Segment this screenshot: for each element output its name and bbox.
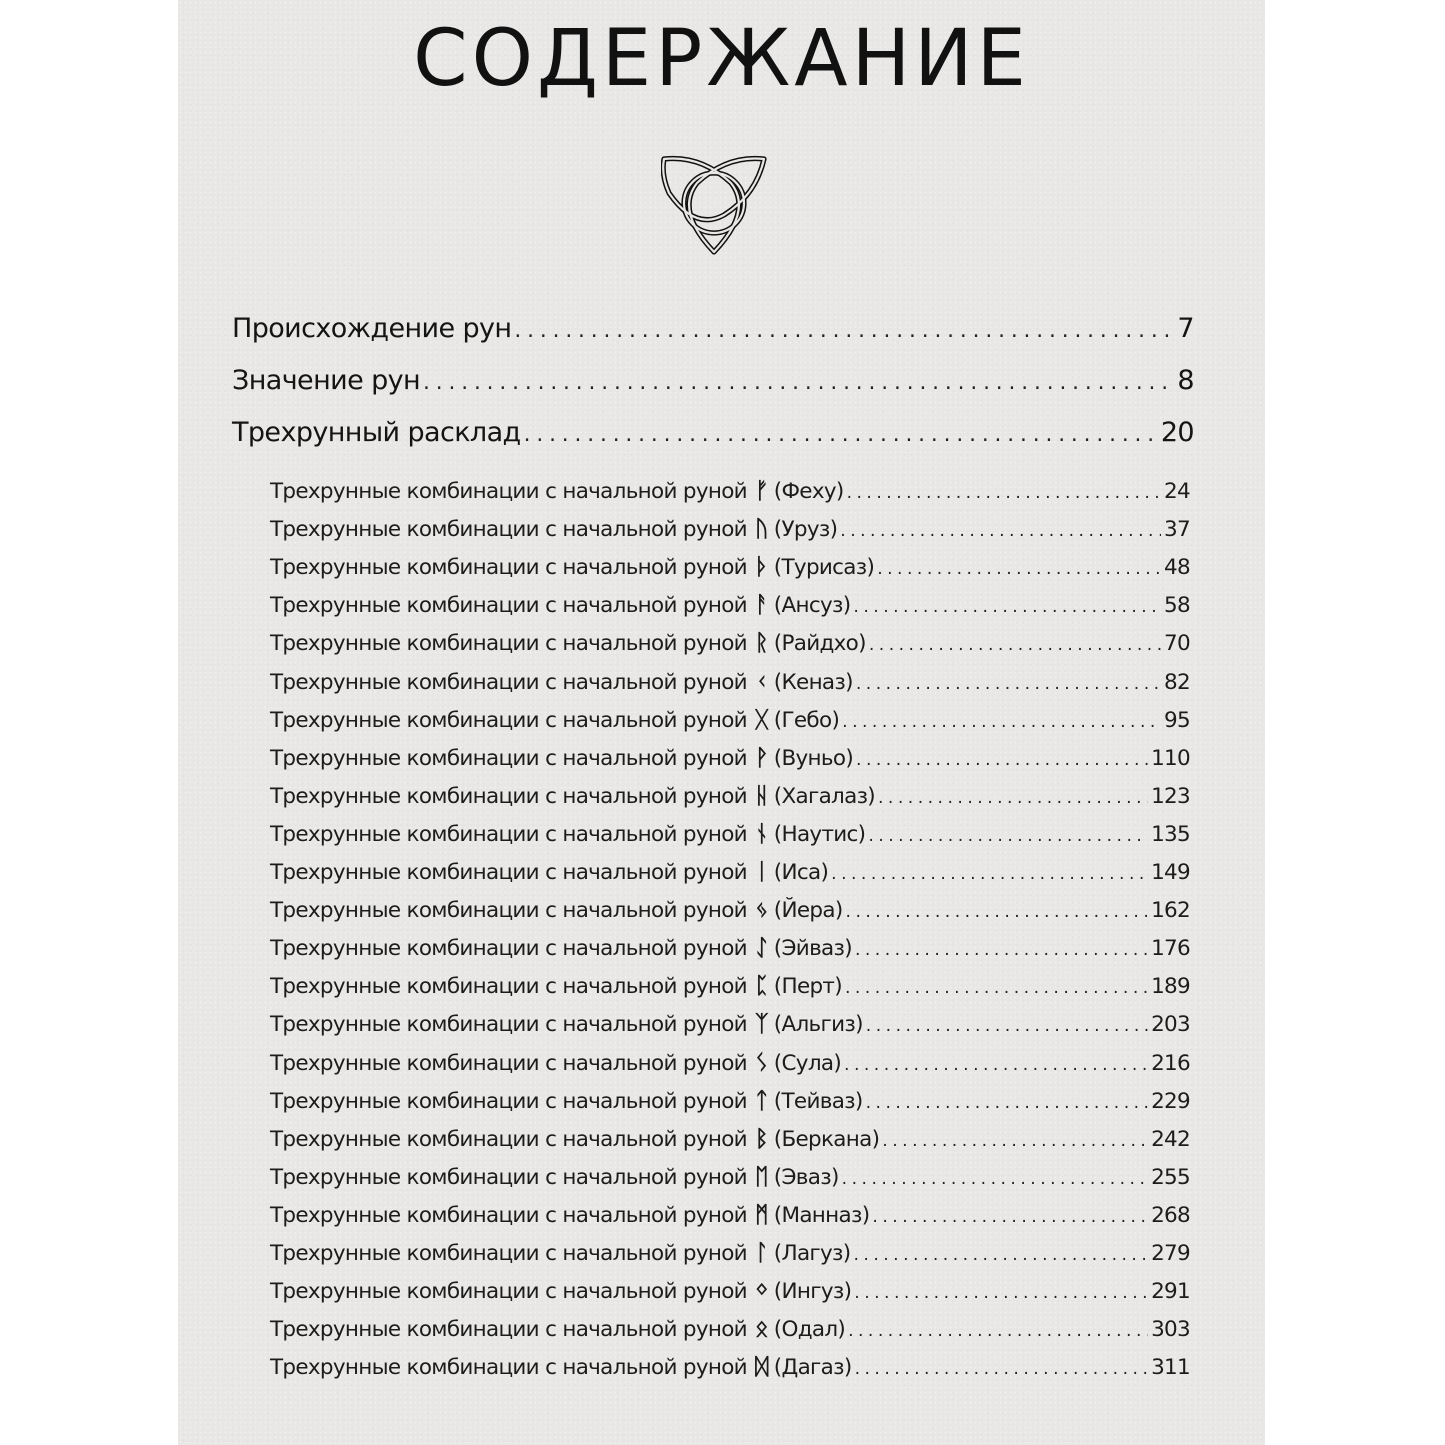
dot-leader bbox=[845, 978, 1148, 998]
rune-name: (Вуньо) bbox=[773, 745, 854, 771]
page-number: 149 bbox=[1151, 860, 1190, 885]
rune-icon: ᛉ bbox=[754, 1011, 768, 1038]
entry-title bbox=[270, 859, 828, 885]
entry-prefix: Трехрунные комбинации с начальной руной bbox=[270, 783, 747, 809]
page-number: 58 bbox=[1164, 593, 1190, 619]
page-number: 291 bbox=[1151, 1279, 1190, 1305]
rune-icon: ᛇ bbox=[754, 935, 768, 962]
entry-title bbox=[270, 1164, 839, 1190]
rune-name: (Уруз) bbox=[773, 517, 838, 543]
dot-leader bbox=[840, 521, 1161, 541]
page-number: 8 bbox=[1177, 365, 1194, 396]
toc-sub-entry[interactable] bbox=[270, 859, 1190, 891]
rune-name: (Одал) bbox=[773, 1317, 846, 1343]
dot-leader bbox=[514, 318, 1174, 343]
entry-prefix: Трехрунные комбинации с начальной руной bbox=[270, 593, 747, 619]
rune-icon: ᚲ bbox=[754, 668, 768, 695]
entry-prefix: Трехрунные комбинации с начальной руной bbox=[270, 517, 747, 543]
toc-sub-entry[interactable] bbox=[270, 1202, 1190, 1234]
toc-sub-entry[interactable] bbox=[270, 669, 1190, 701]
rune-name: (Эваз) bbox=[773, 1164, 839, 1190]
dot-leader bbox=[853, 1245, 1148, 1265]
entry-prefix: Трехрунные комбинации с начальной руной bbox=[270, 1202, 747, 1228]
toc-sub-entry[interactable] bbox=[270, 592, 1190, 624]
page-number: 279 bbox=[1151, 1241, 1190, 1266]
toc-entry-origin[interactable] bbox=[232, 313, 1194, 353]
rune-icon: ᛜ bbox=[754, 1278, 768, 1305]
entry-title bbox=[270, 935, 852, 961]
rune-icon: ᛖ bbox=[754, 1163, 768, 1190]
entry-title bbox=[270, 1316, 845, 1342]
rune-icon: ᛈ bbox=[754, 973, 768, 1000]
entry-title bbox=[270, 1354, 852, 1380]
entry-title bbox=[270, 1088, 863, 1114]
page-number: 7 bbox=[1177, 313, 1194, 344]
entry-title bbox=[270, 478, 844, 504]
page-number: 255 bbox=[1151, 1164, 1190, 1190]
page-title: СОДЕРЖАНИЕ bbox=[413, 14, 1030, 104]
entry-title: Значение рун bbox=[232, 365, 421, 396]
dot-leader bbox=[869, 635, 1161, 655]
rune-icon: ᛊ bbox=[754, 1049, 768, 1076]
dot-leader bbox=[847, 483, 1161, 503]
rune-icon: ᚦ bbox=[754, 554, 768, 581]
toc-sub-entry[interactable] bbox=[270, 516, 1190, 548]
page-number: 37 bbox=[1164, 517, 1190, 543]
toc-sub-entry[interactable] bbox=[270, 935, 1190, 967]
rune-name: (Райдхо) bbox=[773, 631, 866, 657]
dot-leader bbox=[831, 864, 1148, 884]
dot-leader bbox=[856, 674, 1161, 694]
toc-sub-entry[interactable] bbox=[270, 707, 1190, 739]
rune-icon: ᛞ bbox=[754, 1354, 768, 1381]
rune-icon: ᚱ bbox=[754, 630, 768, 657]
dot-leader bbox=[844, 1055, 1148, 1075]
entry-prefix: Трехрунные комбинации с начальной руной bbox=[270, 631, 747, 657]
entry-title bbox=[270, 973, 842, 999]
dot-leader bbox=[878, 788, 1148, 808]
toc-sub-entry[interactable] bbox=[270, 1050, 1190, 1082]
toc-sub-entry[interactable] bbox=[270, 1316, 1190, 1348]
entry-title: Трехрунный расклад bbox=[232, 417, 521, 448]
dot-leader bbox=[856, 750, 1148, 770]
toc-entry-meaning[interactable] bbox=[232, 365, 1194, 405]
rune-icon: ᚨ bbox=[754, 592, 768, 619]
page-number: 229 bbox=[1151, 1088, 1190, 1114]
page-number: 48 bbox=[1164, 555, 1190, 581]
rune-icon: ᛗ bbox=[754, 1201, 768, 1228]
entry-title bbox=[270, 1202, 869, 1228]
rune-icon: ᚾ bbox=[754, 820, 768, 847]
dot-leader bbox=[855, 1359, 1149, 1379]
entry-prefix: Трехрунные комбинации с начальной руной bbox=[270, 1317, 747, 1343]
dot-leader bbox=[842, 712, 1161, 732]
rune-name: (Хагалаз) bbox=[773, 783, 875, 809]
toc-sub-entry[interactable] bbox=[270, 783, 1190, 815]
entry-title bbox=[270, 592, 850, 618]
rune-icon: ᚠ bbox=[754, 478, 768, 504]
rune-icon: ᚹ bbox=[754, 744, 768, 771]
dot-leader bbox=[868, 826, 1148, 846]
page-number: 95 bbox=[1164, 707, 1190, 733]
book-page bbox=[178, 0, 1265, 1445]
entry-title bbox=[270, 783, 875, 809]
rune-icon: ᛒ bbox=[754, 1125, 768, 1152]
dot-leader bbox=[877, 559, 1161, 579]
dot-leader bbox=[854, 1283, 1148, 1303]
page-number: 216 bbox=[1151, 1050, 1190, 1076]
entry-title bbox=[270, 1278, 851, 1304]
entry-title bbox=[270, 745, 853, 771]
page-number: 123 bbox=[1151, 783, 1190, 809]
rune-icon: ᛃ bbox=[754, 897, 768, 924]
rune-name: (Наутис) bbox=[773, 821, 866, 847]
page-number: 70 bbox=[1164, 631, 1190, 657]
entry-prefix: Трехрунные комбинации с начальной руной bbox=[270, 1050, 747, 1076]
page-number: 303 bbox=[1151, 1317, 1190, 1343]
page-number: 242 bbox=[1151, 1126, 1190, 1152]
rune-name: (Гебо) bbox=[773, 707, 840, 733]
toc-sub-entry[interactable] bbox=[270, 1354, 1190, 1386]
entry-prefix: Трехрунные комбинации с начальной руной bbox=[270, 555, 747, 581]
entry-title bbox=[270, 1126, 879, 1152]
rune-name: (Лагуз) bbox=[773, 1241, 851, 1266]
page-number: 176 bbox=[1151, 936, 1190, 962]
rune-name: (Ингуз) bbox=[773, 1279, 852, 1305]
entry-title bbox=[270, 1050, 841, 1076]
rune-icon: ᛚ bbox=[754, 1240, 768, 1266]
page-number: 189 bbox=[1151, 974, 1190, 1000]
entry-title bbox=[270, 897, 843, 923]
entry-prefix: Трехрунные комбинации с начальной руной bbox=[270, 707, 747, 733]
rune-icon: ᚺ bbox=[754, 782, 768, 809]
page-number: 311 bbox=[1151, 1355, 1190, 1381]
toc-sub-entry[interactable] bbox=[270, 1011, 1190, 1043]
entry-prefix: Трехрунные комбинации с начальной руной bbox=[270, 1241, 747, 1266]
rune-name: (Ансуз) bbox=[773, 593, 851, 619]
dot-leader bbox=[524, 422, 1158, 447]
entry-prefix: Трехрунные комбинации с начальной руной bbox=[270, 669, 747, 695]
toc-sub-entry[interactable] bbox=[270, 1088, 1190, 1120]
page-number: 268 bbox=[1151, 1202, 1190, 1228]
toc-sub-entry[interactable] bbox=[270, 1240, 1190, 1272]
rune-name: (Альгиз) bbox=[773, 1012, 863, 1038]
dot-leader bbox=[842, 1169, 1148, 1189]
entry-title bbox=[270, 1240, 850, 1266]
entry-prefix: Трехрунные комбинации с начальной руной bbox=[270, 974, 747, 1000]
entry-title bbox=[270, 821, 865, 847]
entry-prefix: Трехрунные комбинации с начальной руной bbox=[270, 1012, 747, 1038]
entry-prefix: Трехрунные комбинации с начальной руной bbox=[270, 1126, 747, 1152]
page-number: 82 bbox=[1164, 669, 1190, 695]
toc-sub-entry[interactable] bbox=[270, 821, 1190, 853]
toc-sub-entry[interactable] bbox=[270, 973, 1190, 1005]
rune-name: (Перт) bbox=[773, 974, 842, 1000]
entry-prefix: Трехрунные комбинации с начальной руной bbox=[270, 745, 747, 771]
toc-entry-three-rune-spread[interactable] bbox=[232, 417, 1194, 457]
dot-leader bbox=[882, 1131, 1148, 1151]
toc-sub-entry[interactable] bbox=[270, 630, 1190, 662]
rune-name: (Феху) bbox=[773, 479, 844, 504]
rune-name: (Йера) bbox=[773, 898, 843, 924]
rune-name: (Эйваз) bbox=[773, 936, 852, 962]
entry-prefix: Трехрунные комбинации с начальной руной bbox=[270, 1088, 747, 1114]
entry-prefix: Трехрунные комбинации с начальной руной bbox=[270, 1355, 747, 1381]
entry-prefix: Трехрунные комбинации с начальной руной bbox=[270, 1279, 747, 1305]
rune-name: (Дагаз) bbox=[773, 1355, 852, 1381]
toc-sub-entry[interactable] bbox=[270, 1164, 1190, 1196]
dot-leader bbox=[866, 1093, 1148, 1113]
page-number: 110 bbox=[1151, 745, 1190, 771]
toc-sub-entry[interactable] bbox=[270, 745, 1190, 777]
entry-title bbox=[270, 630, 866, 656]
dot-leader bbox=[846, 902, 1149, 922]
entry-prefix: Трехрунные комбинации с начальной руной bbox=[270, 936, 747, 962]
page-number: 135 bbox=[1151, 821, 1190, 847]
page-number: 24 bbox=[1164, 479, 1190, 504]
dot-leader bbox=[866, 1016, 1148, 1036]
rune-name: (Турисаз) bbox=[773, 555, 875, 581]
entry-title bbox=[270, 707, 839, 733]
rune-name: (Манназ) bbox=[773, 1202, 870, 1228]
entry-prefix: Трехрунные комбинации с начальной руной bbox=[270, 860, 747, 885]
dot-leader bbox=[853, 597, 1161, 617]
page-number: 203 bbox=[1151, 1012, 1190, 1038]
page-number: 20 bbox=[1160, 417, 1194, 448]
toc-sub-entry[interactable] bbox=[270, 478, 1190, 510]
toc-sub-entry[interactable] bbox=[270, 554, 1190, 586]
rune-icon: ᛁ bbox=[754, 859, 768, 885]
toc-sub-entry[interactable] bbox=[270, 1126, 1190, 1158]
toc-sub-entry[interactable] bbox=[270, 1278, 1190, 1310]
entry-title bbox=[270, 1011, 863, 1037]
rune-icon: ᛏ bbox=[754, 1087, 768, 1114]
rune-icon: ᛟ bbox=[754, 1316, 768, 1343]
rune-icon: ᚢ bbox=[754, 516, 768, 543]
entry-prefix: Трехрунные комбинации с начальной руной bbox=[270, 821, 747, 847]
rune-name: (Кеназ) bbox=[773, 669, 853, 695]
rune-name: (Тейваз) bbox=[773, 1088, 863, 1114]
entry-title: Происхождение рун bbox=[232, 313, 512, 344]
entry-title bbox=[270, 669, 853, 695]
toc-sub-entry[interactable] bbox=[270, 897, 1190, 929]
dot-leader bbox=[848, 1321, 1148, 1341]
rune-name: (Иса) bbox=[773, 860, 829, 885]
dot-leader bbox=[855, 940, 1148, 960]
dot-leader bbox=[423, 370, 1174, 395]
entry-title bbox=[270, 554, 874, 580]
dot-leader bbox=[872, 1207, 1148, 1227]
entry-prefix: Трехрунные комбинации с начальной руной bbox=[270, 479, 747, 504]
table-of-contents bbox=[178, 0, 1265, 1445]
rune-name: (Сула) bbox=[773, 1050, 842, 1076]
entry-title bbox=[270, 516, 837, 542]
entry-prefix: Трехрунные комбинации с начальной руной bbox=[270, 898, 747, 924]
entry-prefix: Трехрунные комбинации с начальной руной bbox=[270, 1164, 747, 1190]
rune-name: (Беркана) bbox=[773, 1126, 880, 1152]
page-number: 162 bbox=[1151, 898, 1190, 924]
rune-icon: ᚷ bbox=[754, 706, 768, 733]
